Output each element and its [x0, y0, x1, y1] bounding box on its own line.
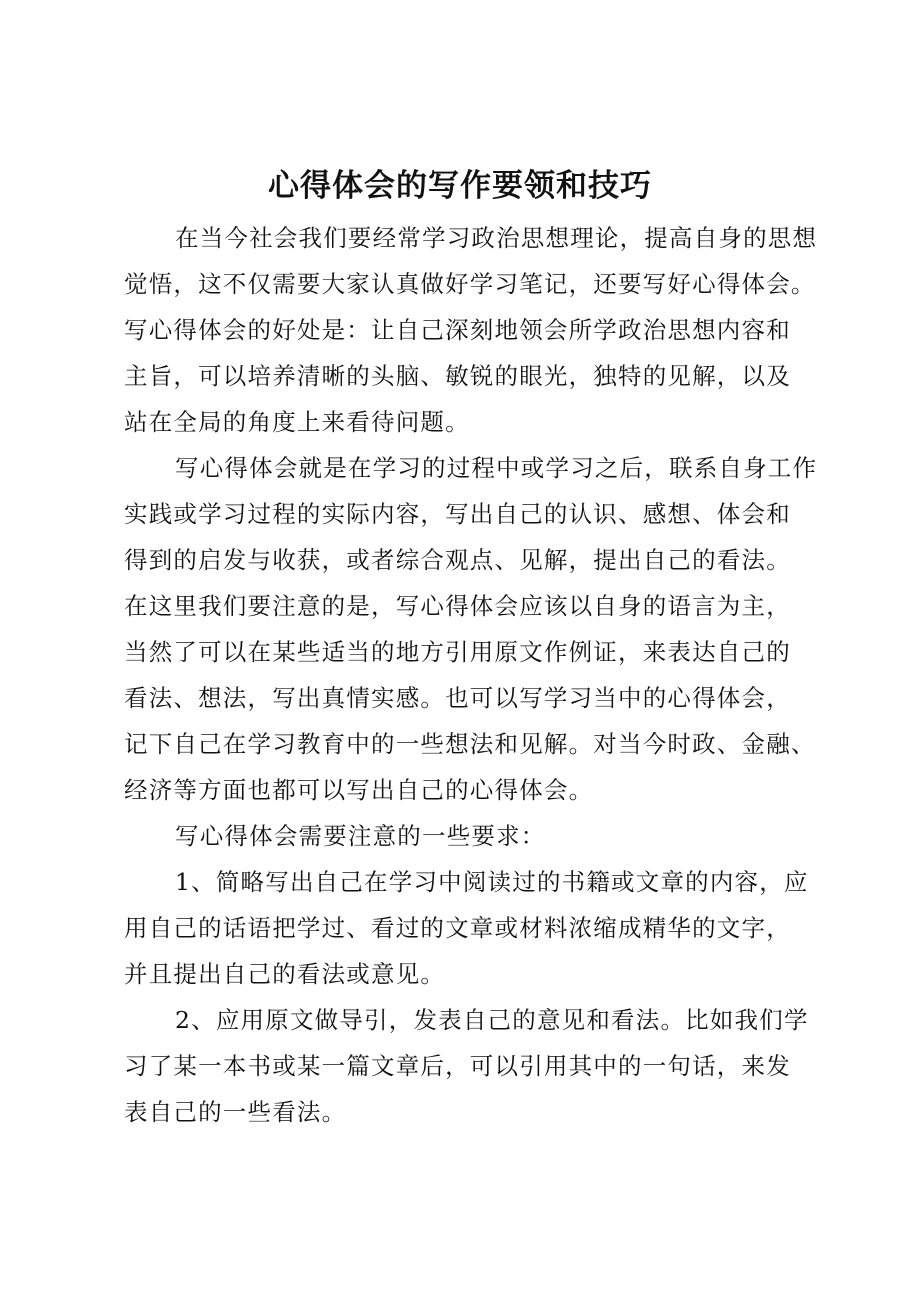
text-line: 2、应用原文做导引，发表自己的意见和看法。比如我们学: [175, 1006, 809, 1034]
text-line: 觉悟，这不仅需要大家认真做好学习笔记，还要写好心得体会。: [124, 270, 816, 298]
text-line: 记下自己在学习教育中的一些想法和见解。对当今时政、金融、: [124, 730, 816, 758]
document-title: 心得体会的写作要领和技巧: [268, 168, 652, 204]
text-line: 站在全局的角度上来看待问题。: [124, 408, 470, 436]
text-line: 用自己的话语把学过、看过的文章或材料浓缩成精华的文字，: [124, 914, 791, 942]
text-line: 得到的启发与收获，或者综合观点、见解，提出自己的看法。: [124, 546, 791, 574]
text-line: 经济等方面也都可以写出自己的心得体会。: [124, 776, 594, 804]
text-line: 看法、想法，写出真情实感。也可以写学习当中的心得体会，: [124, 684, 791, 712]
text-line: 在这里我们要注意的是，写心得体会应该以自身的语言为主，: [124, 592, 791, 620]
text-line: 表自己的一些看法。: [124, 1098, 347, 1126]
text-line: 主旨，可以培养清晰的头脑、敏锐的眼光，独特的见解，以及: [124, 362, 791, 390]
text-line: 写心得体会需要注意的一些要求：: [175, 822, 546, 850]
text-line: 写心得体会就是在学习的过程中或学习之后，联系自身工作: [175, 454, 818, 482]
text-line: 习了某一本书或某一篇文章后，可以引用其中的一句话，来发: [124, 1052, 791, 1080]
text-line: 当然了可以在某些适当的地方引用原文作例证，来表达自己的: [124, 638, 791, 666]
text-line: 实践或学习过程的实际内容，写出自己的认识、感想、体会和: [124, 500, 791, 528]
text-line: 并且提出自己的看法或意见。: [124, 960, 446, 988]
text-line: 1、简略写出自己在学习中阅读过的书籍或文章的内容，应: [175, 868, 809, 896]
text-line: 写心得体会的好处是：让自己深刻地领会所学政治思想内容和: [124, 316, 791, 344]
text-line: 在当今社会我们要经常学习政治思想理论，提高自身的思想: [175, 224, 818, 252]
